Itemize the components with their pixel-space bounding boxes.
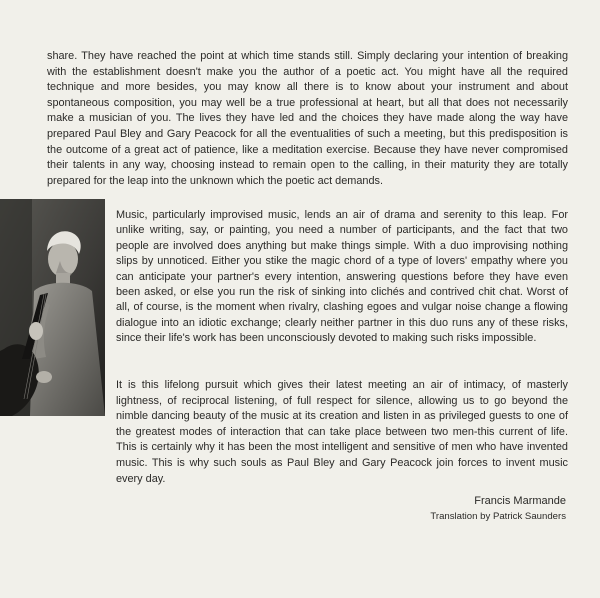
author-name: Francis Marmande	[474, 495, 566, 507]
musician-photo	[0, 199, 105, 416]
paragraph-lifelong: It is this lifelong pursuit which gives their latest meeting an air of intimacy, of masterly lightness, of reciprocal listening, of full respect for silence, allowing us to go beyond the nimble dancing beauty of the music at its creation and listen in as privileged guests to one of the greatest modes of interaction that can take place between two men-this current of life. This is certainly why it has been the most intelligent and sensitive of men who have invented music. This is why such souls as Paul Bley and Gary Peacock join forces to invent music every day.	[116, 379, 568, 485]
paragraph-top: share. They have reached the point at which time stands still. Simply declaring your intention of breaking with the establishment doesn't make you the author of a poetic act. You might have all the required technique and more besides, you may know all there is to know about your instrument and about spontaneous composition, you may well be a true professional at heart, but all that does not necessarily make a musician of you. The lives they have led and the choices they have made along the way have prepared Paul Bley and Gary Peacock for all the eventualities of such a meeting, but this predisposition is the outcome of a great act of patience, like a meditation exercise. Because they have never compromised their talents in any way, choosing instead to remain open to the calling, in their maturity they are totally prepared for the leap into the unknown which the poetic act demands.	[47, 50, 568, 187]
signature-block	[430, 493, 566, 525]
paragraph-music: Music, particularly improvised music, lends an air of drama and serenity to this leap. For unlike writing, say, or painting, you need a number of participants, and the fact that two people are involved does anything but make things simple. With a duo improvising nothing slips by unnoticed. Either you stike the magic chord of a type of lovers' empathy where you can anticipate your partner's every intention, answering questions before they have even been asked, or else you run the risk of sinking into clichés and contrived chit chat. Worst of all, of course, is the moment when rivalry, clashing egoes and vulgar noise change a flowing dialogue into an idiotic exchange; clearly neither partner in this duo runs any of these risks, since their life's work has been unconsciously devoted to making such risks impossible.	[116, 209, 568, 345]
double-bass-player-photo-icon	[0, 199, 105, 416]
translator-credit: Translation by Patrick Saunders	[430, 511, 566, 522]
